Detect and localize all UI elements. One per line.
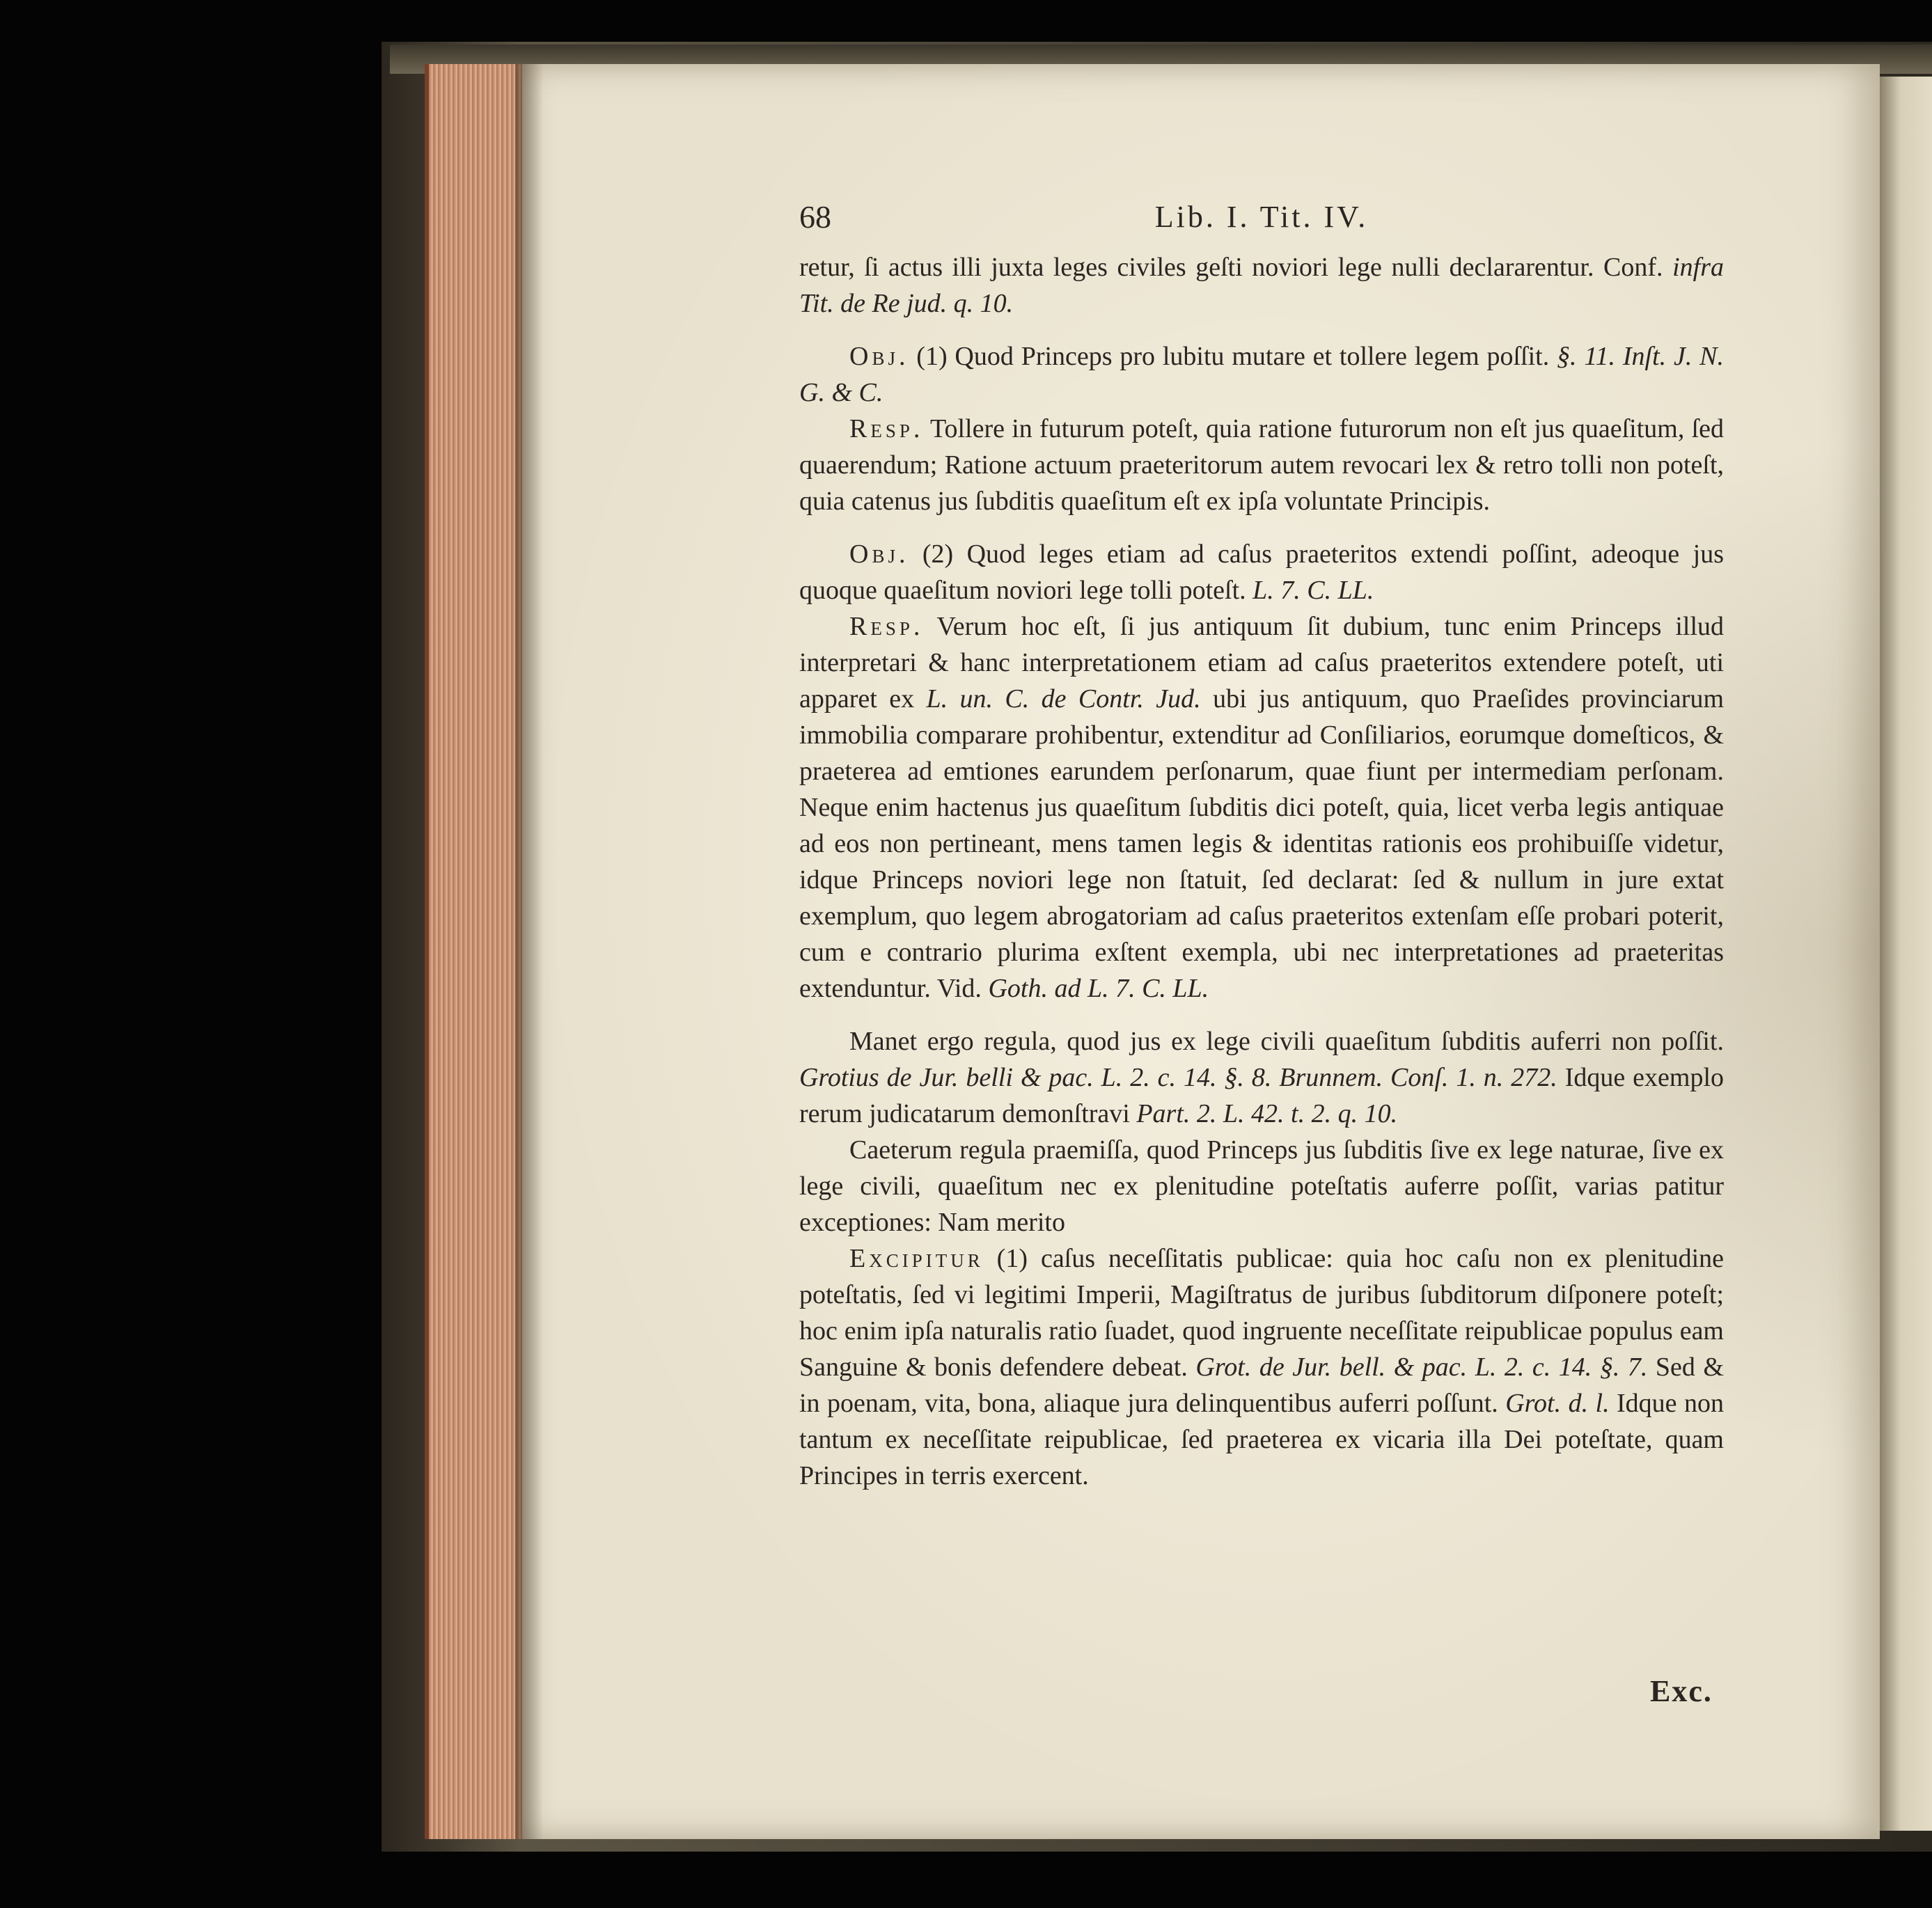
citation: infra Tit. de Re jud. q. 10. <box>799 253 1724 318</box>
paragraph <box>799 411 1724 519</box>
paragraph <box>799 249 1724 322</box>
response-label: Resp. <box>849 414 924 443</box>
paragraph <box>799 338 1724 411</box>
citation: Part. 2. L. 42. t. 2. q. 10. <box>1136 1099 1398 1128</box>
citation: L. un. C. de Contr. Jud. <box>926 684 1201 713</box>
text-segment: Tollere in futurum poteſt, quia ratione futurorum non eſt jus quaeſitum, ſed quaerendum; Ratione actuum praeteritorum autem revocari lex & retro tolli non poteſt, quia catenus jus ſubditis quaeſitum eſt ex ipſa voluntate Principis. <box>799 414 1724 516</box>
text-segment: (2) Quod leges etiam ad caſus praeteritos extendi poſſint, adeoque jus quoque quaeſitum noviori lege tolli poteſt. <box>799 539 1724 605</box>
citation: Grot. de Jur. bell. & pac. L. 2. c. 14. §. 7. <box>1195 1353 1648 1382</box>
exception-label: Excipitur <box>849 1244 984 1273</box>
text-block <box>799 196 1724 1494</box>
page-number: 68 <box>799 199 831 235</box>
response-label: Resp. <box>849 612 924 641</box>
objection-label: Obj. <box>849 342 909 371</box>
citation: L. 7. C. LL. <box>1252 576 1374 605</box>
facing-page-edge <box>1880 77 1932 1831</box>
citation: Grotius de Jur. belli & pac. L. 2. c. 14. §. 8. Brunnem. Conſ. 1. n. 272. <box>799 1063 1557 1092</box>
paragraph <box>799 536 1724 608</box>
page-block-edge <box>425 64 526 1839</box>
paragraph <box>799 608 1724 1007</box>
text-segment: (1) caſus neceſſitatis publicae: quia hoc caſu non ex plenitudine poteſtatis, ſed vi legitimi Imperii, Magiſtratus de juribus ſubditorum diſponere poteſt; hoc enim ipſa naturalis ratio ſuadet, quod ingruente neceſſitate reipublicae populus eam Sanguine & bonis defendere debeat. <box>799 1244 1724 1382</box>
paragraph <box>799 1023 1724 1132</box>
citation: §. 11. Inſt. J. N. G. & C. <box>799 342 1724 407</box>
text-segment: Sed & in poenam, vita, bona, aliaque jura delinquentibus auferri poſſunt. <box>799 1353 1724 1418</box>
running-head: Lib. I. Tit. IV. <box>1154 200 1369 234</box>
text-segment: Caeterum regula praemiſſa, quod Princeps jus ſubditis ſive ex lege naturae, ſive ex lege civili, quaeſitum nec ex plenitudine poteſtatis auferre poſſit, varias patitur exceptiones: Nam merito <box>799 1135 1724 1237</box>
text-segment: ubi jus antiquum, quo Praeſides provinciarum immobilia comparare prohibentur, extenditur ad Conſiliarios, eorumque domeſticos, & praeterea ad emtiones earundem perſonarum, quae fiunt per intermediam perſonam. Neque enim hactenus jus quaeſitum ſubditis dici poteſt, quia, licet verba legis antiquae ad eos non pertineant, mens tamen legis & identitas rationis eos prohibuiſſe videtur, idque Princeps noviori lege non ſtatuit, ſed declarat: ſed & nullum in jure extat exemplum, quo legem abrogatoriam ad caſus praeteritos extenſam eſſe probari poterit, cum e contrario plurima exſtent exempla, ubi nec interpretationes ad praeteritas extenduntur. Vid. <box>799 684 1724 1003</box>
paragraph <box>799 1132 1724 1240</box>
citation: Goth. ad L. 7. C. LL. <box>988 974 1209 1003</box>
text-segment: Idque non tantum ex neceſſitate reipublicae, ſed praeterea ex vicaria illa Dei poteſtate, quam Principes in terris exercent. <box>799 1389 1725 1490</box>
text-segment: (1) Quod Princeps pro lubitu mutare et tollere legem poſſit. <box>909 342 1557 371</box>
objection-label: Obj. <box>849 539 909 569</box>
catchword: Exc. <box>1650 1674 1713 1708</box>
page-header <box>799 196 1724 242</box>
text-segment: Idque exemplo rerum judicatarum demonſtravi <box>799 1063 1724 1128</box>
text-segment: Verum hoc eſt, ſi jus antiquum ſit dubium, tunc enim Princeps illud interpretari & hanc interpretationem etiam ad caſus praeteritos extendere poteſt, uti apparet ex <box>799 612 1724 713</box>
text-segment: Manet ergo regula, quod jus ex lege civili quaeſitum ſubditis auferri non poſſit. <box>849 1027 1724 1056</box>
citation: Grot. d. l. <box>1505 1389 1610 1418</box>
text-segment: retur, ſi actus illi juxta leges civiles geſti noviori lege nulli declararentur. Conf. <box>799 253 1673 282</box>
gutter-shadow <box>515 64 543 1839</box>
paragraph <box>799 1240 1724 1494</box>
